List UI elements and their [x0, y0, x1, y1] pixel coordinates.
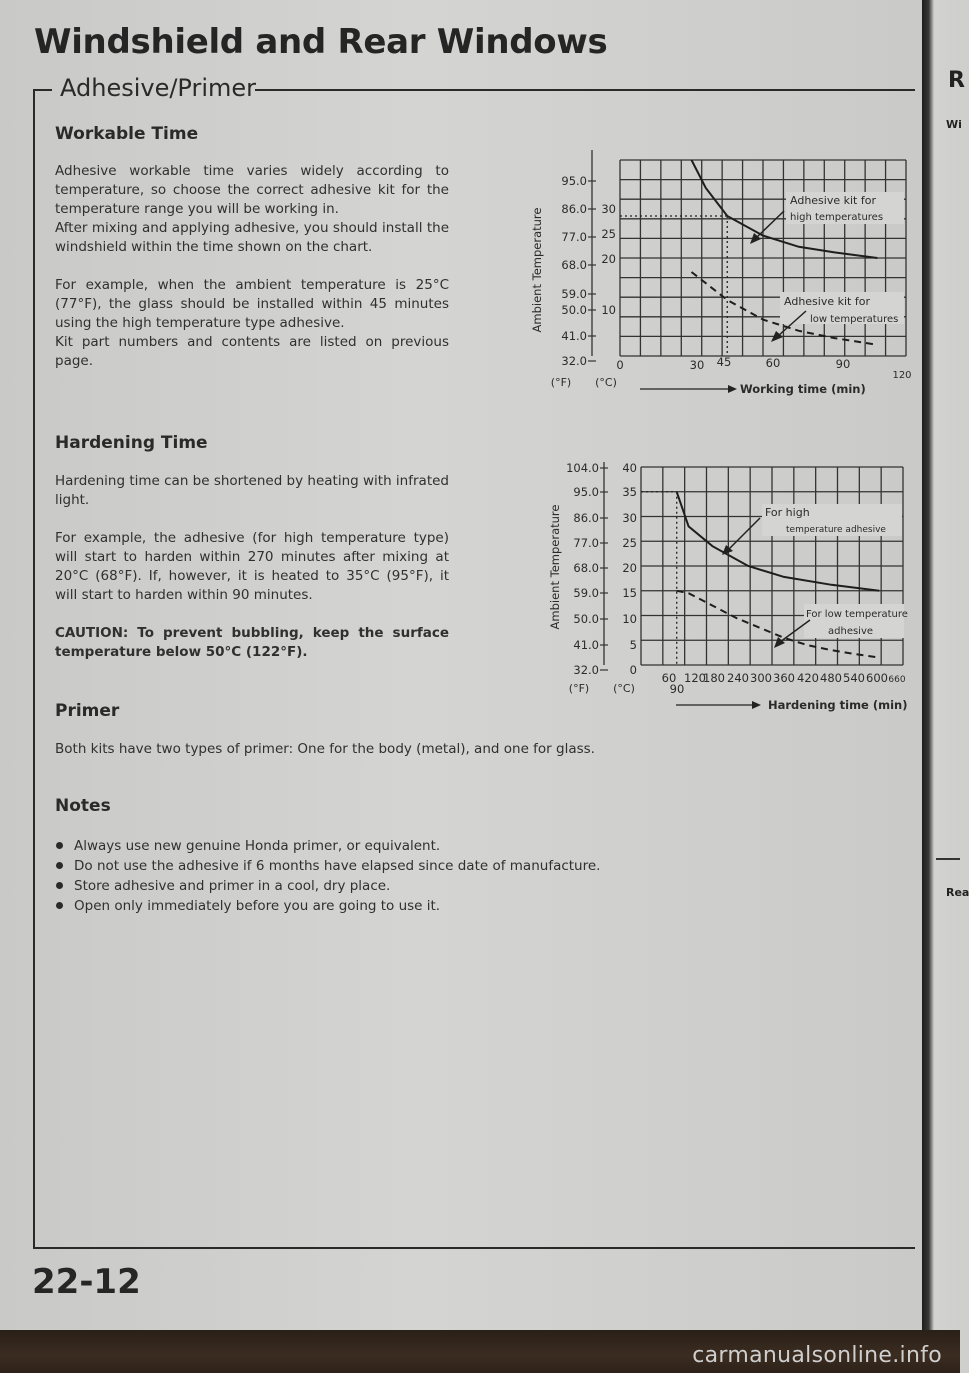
x-tick-label: 90 [835, 357, 851, 371]
curve-label: adhesive [828, 626, 874, 637]
curve-label: high temperatures [790, 212, 884, 223]
note-item: Store adhesive and primer in a cool, dry place. [56, 876, 600, 896]
fahrenheit-tick-label: 77.0 [561, 230, 587, 244]
fahrenheit-tick-label: 95.0 [561, 174, 587, 188]
note-item: Do not use the adhesive if 6 months have elapsed since date of manufacture. [56, 856, 600, 876]
x-axis-arrowhead [728, 385, 737, 393]
leader-line [756, 211, 784, 238]
x-tick-label: 90 [669, 682, 685, 696]
adjacent-page-wi: Wi [946, 118, 962, 131]
workable-para-4: Kit part numbers and contents are listed on previous page. [55, 334, 449, 369]
fahrenheit-tick-label: 41.0 [573, 638, 599, 652]
fahrenheit-tick-label: 59.0 [573, 586, 599, 600]
x-tick-label: 480 [820, 671, 842, 685]
hardening-para-2: For example, the adhesive (for high temperature type) will start to harden within 270 minutes after mixing at 20°C (68°F). If, however, it is heated to 35°C (95°F), it will start to harden within 90 minutes. [55, 530, 449, 603]
celsius-tick-label: 0 [629, 663, 637, 677]
x-tick-label: 300 [750, 671, 772, 685]
x-tick-label: 30 [689, 358, 705, 372]
x-axis-label: Working time (min) [740, 382, 866, 396]
y-axis-label: Ambient Temperature [548, 504, 562, 630]
x-tick-label: 420 [797, 671, 819, 685]
note-item: Open only immediately before you are going to use it. [56, 896, 600, 916]
watermark: carmanualsonline.info [692, 1343, 942, 1368]
leader-line [728, 518, 760, 550]
adjacent-page-rea: Rea [946, 886, 969, 899]
hardening-time-chart [528, 452, 910, 722]
fahrenheit-tick-label: 68.0 [573, 561, 599, 575]
curve-label: temperature adhesive [786, 525, 886, 535]
celsius-tick-label: 30 [601, 202, 616, 216]
fahrenheit-tick-label: 32.0 [561, 354, 587, 368]
hardening-time-heading: Hardening Time [55, 433, 208, 453]
celsius-tick-label: 30 [622, 511, 637, 525]
workable-para-1: Adhesive workable time varies widely according to temperature, so choose the correct adhesive kit for the temperature range you will be working in. [55, 163, 449, 217]
workable-para-2: After mixing and applying adhesive, you should install the windshield within the time shown on the chart. [55, 220, 449, 255]
primer-text: Both kits have two types of primer: One for the body (metal), and one for glass. [55, 741, 595, 757]
x-tick-label: 45 [716, 355, 732, 369]
celsius-tick-label: 25 [622, 536, 637, 550]
fahrenheit-tick-label: 50.0 [573, 612, 599, 626]
curve-label: low temperatures [810, 314, 899, 325]
section-title: Adhesive/Primer [60, 74, 257, 102]
x-tick-label: 0 [616, 358, 624, 372]
notes-list [56, 836, 600, 916]
fahrenheit-tick-label: 50.0 [561, 303, 587, 317]
caution-text: CAUTION: To prevent bubbling, keep the surface temperature below 50°C (122°F). [55, 625, 449, 660]
adjacent-page-letter: R [948, 68, 965, 93]
x-tick-label: 660 [888, 675, 906, 685]
hardening-para-1: Hardening time can be shortened by heating with infrated light. [55, 473, 449, 508]
curve-label: For high [765, 506, 810, 519]
x-tick-label: 240 [727, 671, 749, 685]
workable-time-heading: Workable Time [55, 124, 199, 144]
celsius-tick-label: 25 [601, 227, 616, 241]
x-tick-label: 60 [661, 671, 677, 685]
note-item: Always use new genuine Honda primer, or equivalent. [56, 836, 600, 856]
fahrenheit-unit-label: (°F) [568, 682, 590, 695]
x-tick-label: 540 [843, 671, 865, 685]
fahrenheit-tick-label: 59.0 [561, 287, 587, 301]
x-tick-label: 60 [765, 356, 781, 370]
x-tick-label: 180 [703, 671, 725, 685]
adjacent-page-edge [922, 0, 969, 1330]
fahrenheit-tick-label: 95.0 [573, 485, 599, 499]
curve-label: Adhesive kit for [784, 295, 870, 308]
celsius-tick-label: 5 [629, 638, 637, 652]
curve-label: Adhesive kit for [790, 194, 876, 207]
page-number: 22-12 [32, 1262, 141, 1302]
celsius-tick-label: 35 [622, 485, 637, 499]
x-axis-label: Hardening time (min) [768, 698, 908, 712]
celsius-tick-label: 15 [622, 586, 637, 600]
y-axis-label: Ambient Temperature [530, 207, 544, 333]
celsius-tick-label: 20 [622, 561, 637, 575]
celsius-tick-label: 20 [601, 252, 616, 266]
curve-label: For low temperature [806, 609, 908, 620]
primer-heading: Primer [55, 701, 120, 721]
workable-para-3: For example, when the ambient temperature is 25°C (77°F), the glass should be installed within 45 minutes using the high temperature type adhesive. [55, 277, 449, 331]
fahrenheit-tick-label: 86.0 [573, 511, 599, 525]
x-tick-label: 360 [773, 671, 795, 685]
x-tick-label: 120 [684, 671, 706, 685]
celsius-tick-label: 10 [601, 303, 616, 317]
workable-time-chart [528, 150, 910, 400]
fahrenheit-tick-label: 41.0 [561, 329, 587, 343]
fahrenheit-tick-label: 86.0 [561, 202, 587, 216]
celsius-tick-label: 40 [622, 461, 637, 475]
page-title: Windshield and Rear Windows [34, 22, 608, 62]
x-tick-label: 120 [892, 370, 912, 381]
fahrenheit-tick-label: 32.0 [573, 663, 599, 677]
fahrenheit-unit-label: (°F) [550, 376, 572, 389]
adjacent-page-rule [936, 858, 960, 860]
x-tick-label: 600 [866, 671, 888, 685]
celsius-tick-label: 10 [622, 612, 637, 626]
fahrenheit-tick-label: 77.0 [573, 536, 599, 550]
fahrenheit-tick-label: 104.0 [566, 461, 599, 475]
x-axis-arrowhead [752, 701, 761, 709]
fahrenheit-tick-label: 68.0 [561, 258, 587, 272]
notes-heading: Notes [55, 796, 111, 816]
celsius-unit-label: (°C) [613, 682, 635, 695]
celsius-unit-label: (°C) [595, 376, 617, 389]
